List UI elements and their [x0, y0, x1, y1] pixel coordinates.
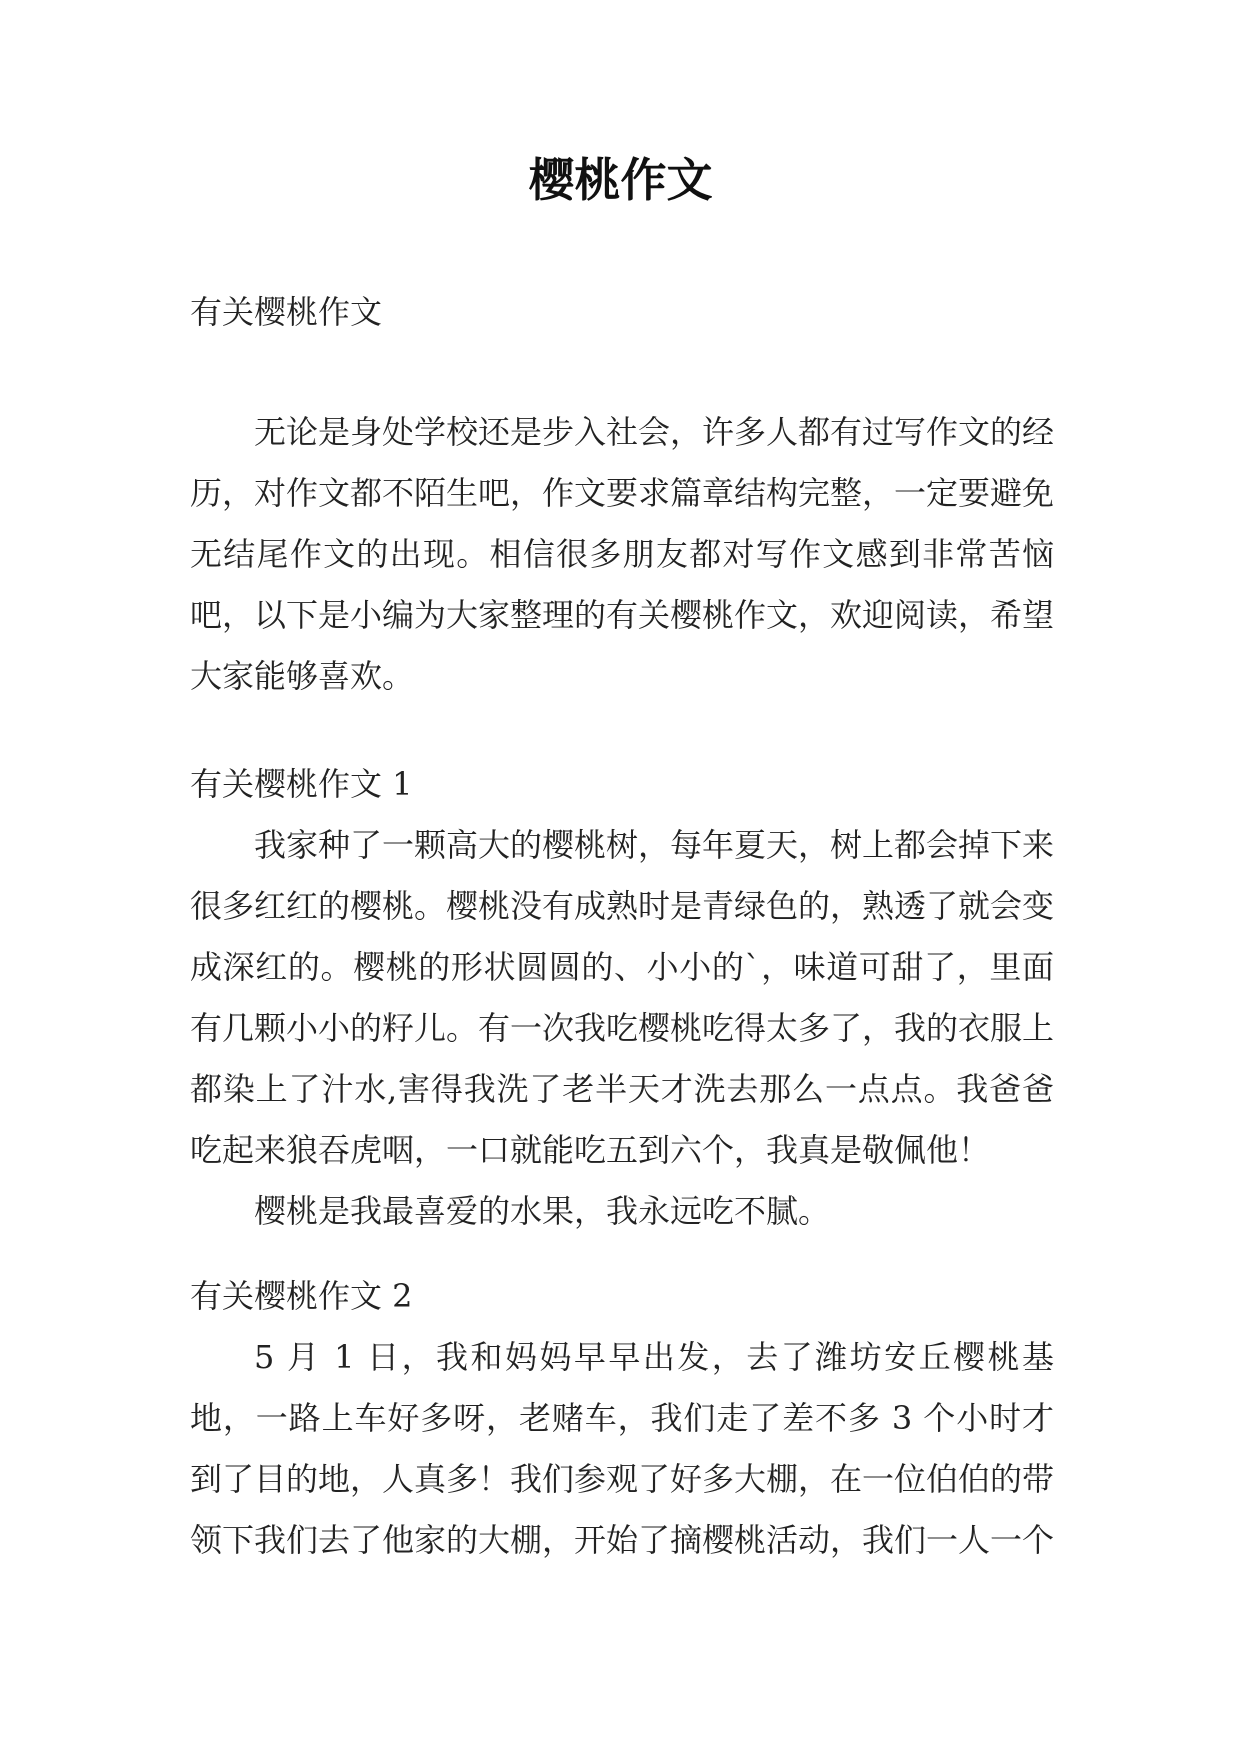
intro-paragraph: 无论是身处学校还是步入社会，许多人都有过写作文的经历，对作文都不陌生吧，作文要求篇章结构完整，一定要避免无结尾作文的出现。相信很多朋友都对写作文感到非常苦恼吧，以下是小编为大家整理的有关樱桃作文，欢迎阅读，希望大家能够喜欢。 [190, 413, 1055, 695]
section-paragraph: 我家种了一颗高大的樱桃树，每年夏天，树上都会掉下来很多红红的樱桃。樱桃没有成熟时是青绿色的，熟透了就会变成深红的。樱桃的形状圆圆的、小小的`，味道可甜了，里面有几颗小小的籽儿。有一次我吃樱桃吃得太多了，我的衣服上都染上了汁水,害得我洗了老半天才洗去那么一点点。我爸爸吃起来狼吞虎咽，一口就能吃五到六个，我真是敬佩他！ [190, 826, 1055, 1169]
section-paragraph: 樱桃是我最喜爱的水果，我永远吃不腻。 [254, 1192, 831, 1230]
section-heading: 有关樱桃作文 2 [190, 1277, 413, 1315]
intro-block [190, 402, 1054, 707]
section-paragraph: 5 月 1 日，我和妈妈早早出发，去了潍坊安丘樱桃基地，一路上车好多呀，老赌车，我们走了差不多 3 个小时才到了目的地，人真多！我们参观了好多大棚，在一位伯伯的带领下我们去了他家的大棚，开始了摘樱桃活动，我们一人一个 [190, 1338, 1055, 1559]
document-subtitle: 有关樱桃作文 [190, 293, 383, 331]
section-1 [190, 754, 1054, 1242]
document-title: 樱桃作文 [528, 153, 713, 207]
section-2 [190, 1266, 1054, 1571]
section-heading: 有关樱桃作文 1 [190, 765, 413, 803]
